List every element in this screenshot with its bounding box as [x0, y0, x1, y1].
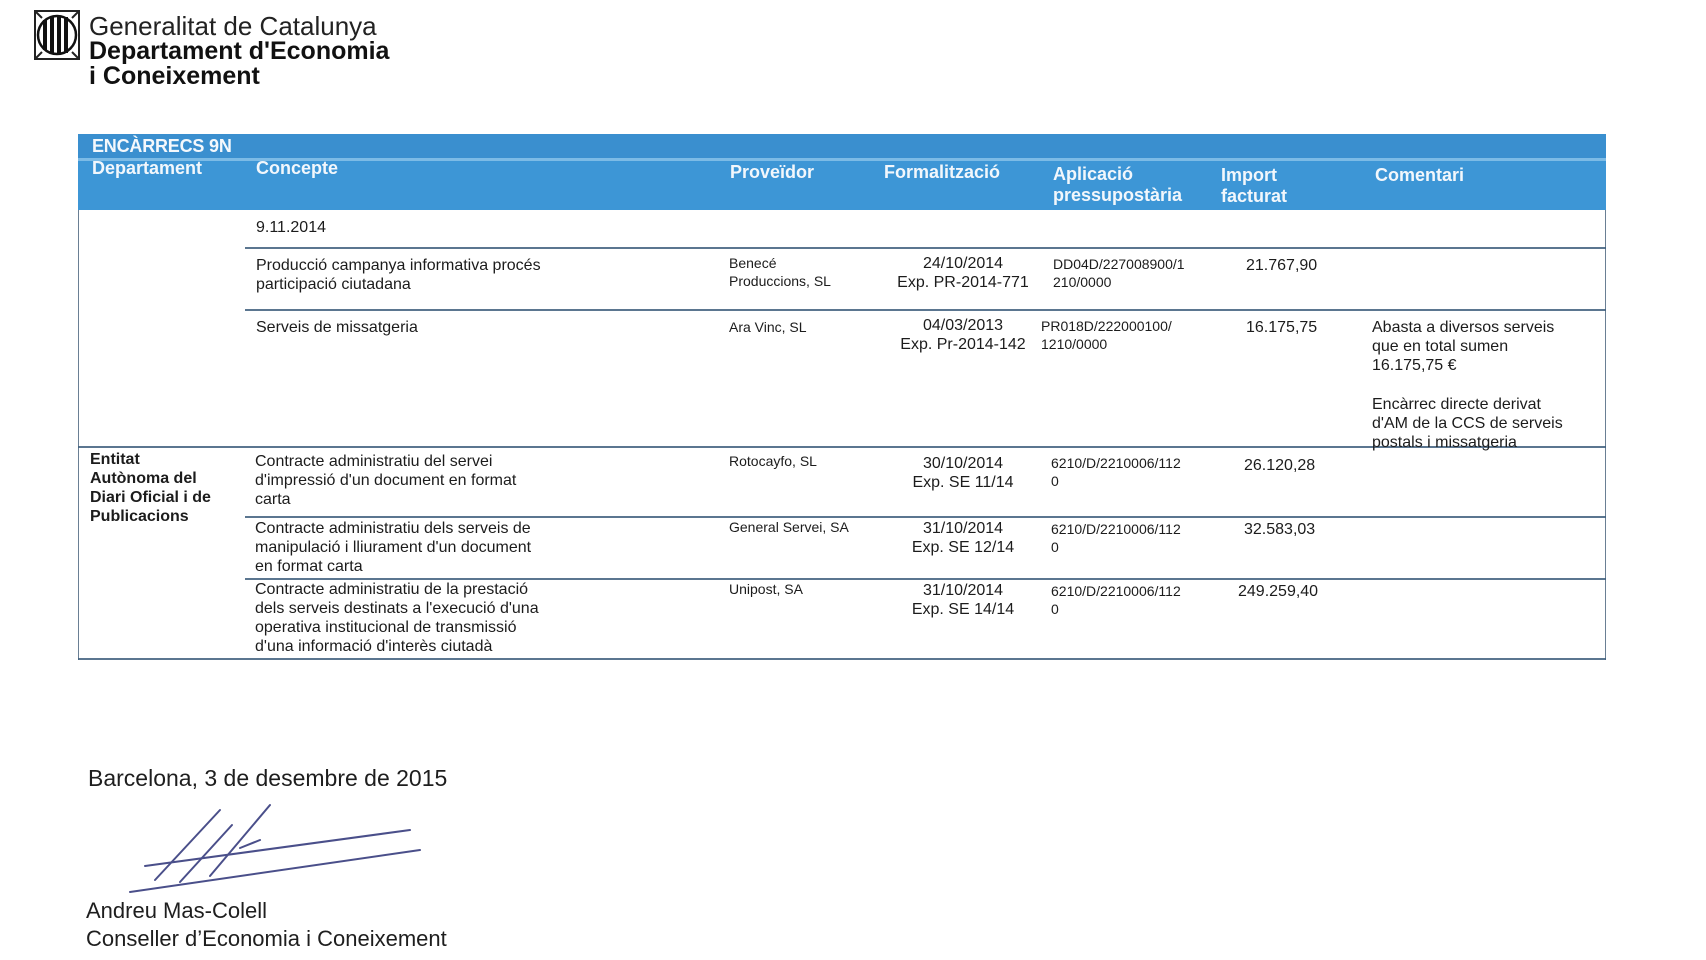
- row3-formalitzacio: 30/10/2014 Exp. SE 11/14: [912, 455, 1014, 491]
- row5-import: 249.259,40: [1238, 583, 1319, 600]
- table-title-row: [78, 134, 1606, 161]
- col-header-concepte: Concepte: [256, 158, 339, 178]
- encarrecs-table: [78, 134, 1606, 660]
- table-border-bottom: [78, 658, 1606, 660]
- row3-concepte: Contracte administratiu del servei d'impressió d'un document en format carta: [255, 453, 517, 508]
- org-name: Generalitat de Catalunya: [89, 11, 377, 41]
- col-header-departament: Departament: [92, 158, 203, 178]
- signature-icon: [120, 800, 440, 900]
- row4-formalitzacio: 31/10/2014 Exp. SE 12/14: [911, 520, 1015, 556]
- row4-proveidor: General Servei, SA: [729, 519, 849, 535]
- row5-proveidor: Unipost, SA: [729, 581, 803, 597]
- row3-import: 26.120,28: [1244, 457, 1316, 474]
- department-name-line2: i Coneixement: [89, 62, 260, 90]
- row5-aplicacio: 6210/D/2210006/112 0: [1051, 583, 1181, 617]
- row3-departament: Entitat Autònoma del Diari Oficial i de Publicacions: [90, 451, 211, 525]
- row4-concepte: Contracte administratiu dels serveis de manipulació i lliurament d'un document en format carta: [255, 520, 532, 575]
- col-header-import: Import facturat: [1221, 165, 1288, 206]
- row3-proveidor: Rotocayfo, SL: [729, 453, 817, 469]
- row1-concepte: Producció campanya informativa procés participació ciutadana: [256, 257, 541, 293]
- col-header-proveidor: Proveïdor: [730, 162, 815, 182]
- row3-aplicacio: 6210/D/2210006/112 0: [1051, 455, 1181, 489]
- row5-concepte: Contracte administratiu de la prestació dels serveis destinats a l'execució d'una operativa institucional de transmissió d'una informació d'interès ciutadà: [255, 581, 539, 655]
- row-divider: [245, 247, 1606, 249]
- row2-comentari: Abasta a diversos serveis que en total sumen 16.175,75 € Encàrrec directe derivat d'AM de la CCS de serveis postals i missatgeria: [1372, 319, 1563, 451]
- signer-role: Conseller d’Economia i Coneixement: [86, 926, 447, 951]
- row-divider: [245, 309, 1606, 311]
- row2-formalitzacio: 04/03/2013 Exp. Pr-2014-142: [900, 317, 1026, 353]
- row1-formalitzacio: 24/10/2014 Exp. PR-2014-771: [897, 255, 1029, 291]
- place-date: Barcelona, 3 de desembre de 2015: [88, 765, 448, 791]
- col-header-aplicacio: Aplicació pressupostària: [1053, 164, 1183, 205]
- col-header-formalitzacio: Formalització: [884, 162, 1001, 182]
- table-title: ENCÀRRECS 9N: [92, 136, 232, 156]
- col-header-comentari: Comentari: [1375, 165, 1465, 185]
- row4-aplicacio: 6210/D/2210006/112 0: [1051, 521, 1181, 555]
- row1-proveidor: Benecé Produccions, SL: [729, 255, 831, 289]
- row2-proveidor: Ara Vinc, SL: [729, 319, 807, 335]
- row0-concepte: 9.11.2014: [256, 219, 326, 236]
- row5-formalitzacio: 31/10/2014 Exp. SE 14/14: [911, 582, 1015, 618]
- row2-concepte: Serveis de missatgeria: [256, 319, 418, 336]
- table-border-right: [1605, 210, 1606, 660]
- table-border-left: [78, 210, 79, 660]
- table-header-band: [78, 134, 1606, 210]
- row2-import: 16.175,75: [1246, 319, 1318, 336]
- generalitat-logo-icon: [34, 10, 80, 60]
- row2-aplicacio: PR018D/222000100/ 1210/0000: [1041, 318, 1172, 352]
- department-name-line1: Departament d'Economia: [89, 37, 390, 65]
- signer-name: Andreu Mas-Colell: [86, 898, 267, 923]
- row4-import: 32.583,03: [1244, 521, 1316, 538]
- row1-aplicacio: DD04D/227008900/1 210/0000: [1053, 256, 1185, 290]
- row1-import: 21.767,90: [1246, 257, 1318, 274]
- row-divider: [245, 516, 1606, 518]
